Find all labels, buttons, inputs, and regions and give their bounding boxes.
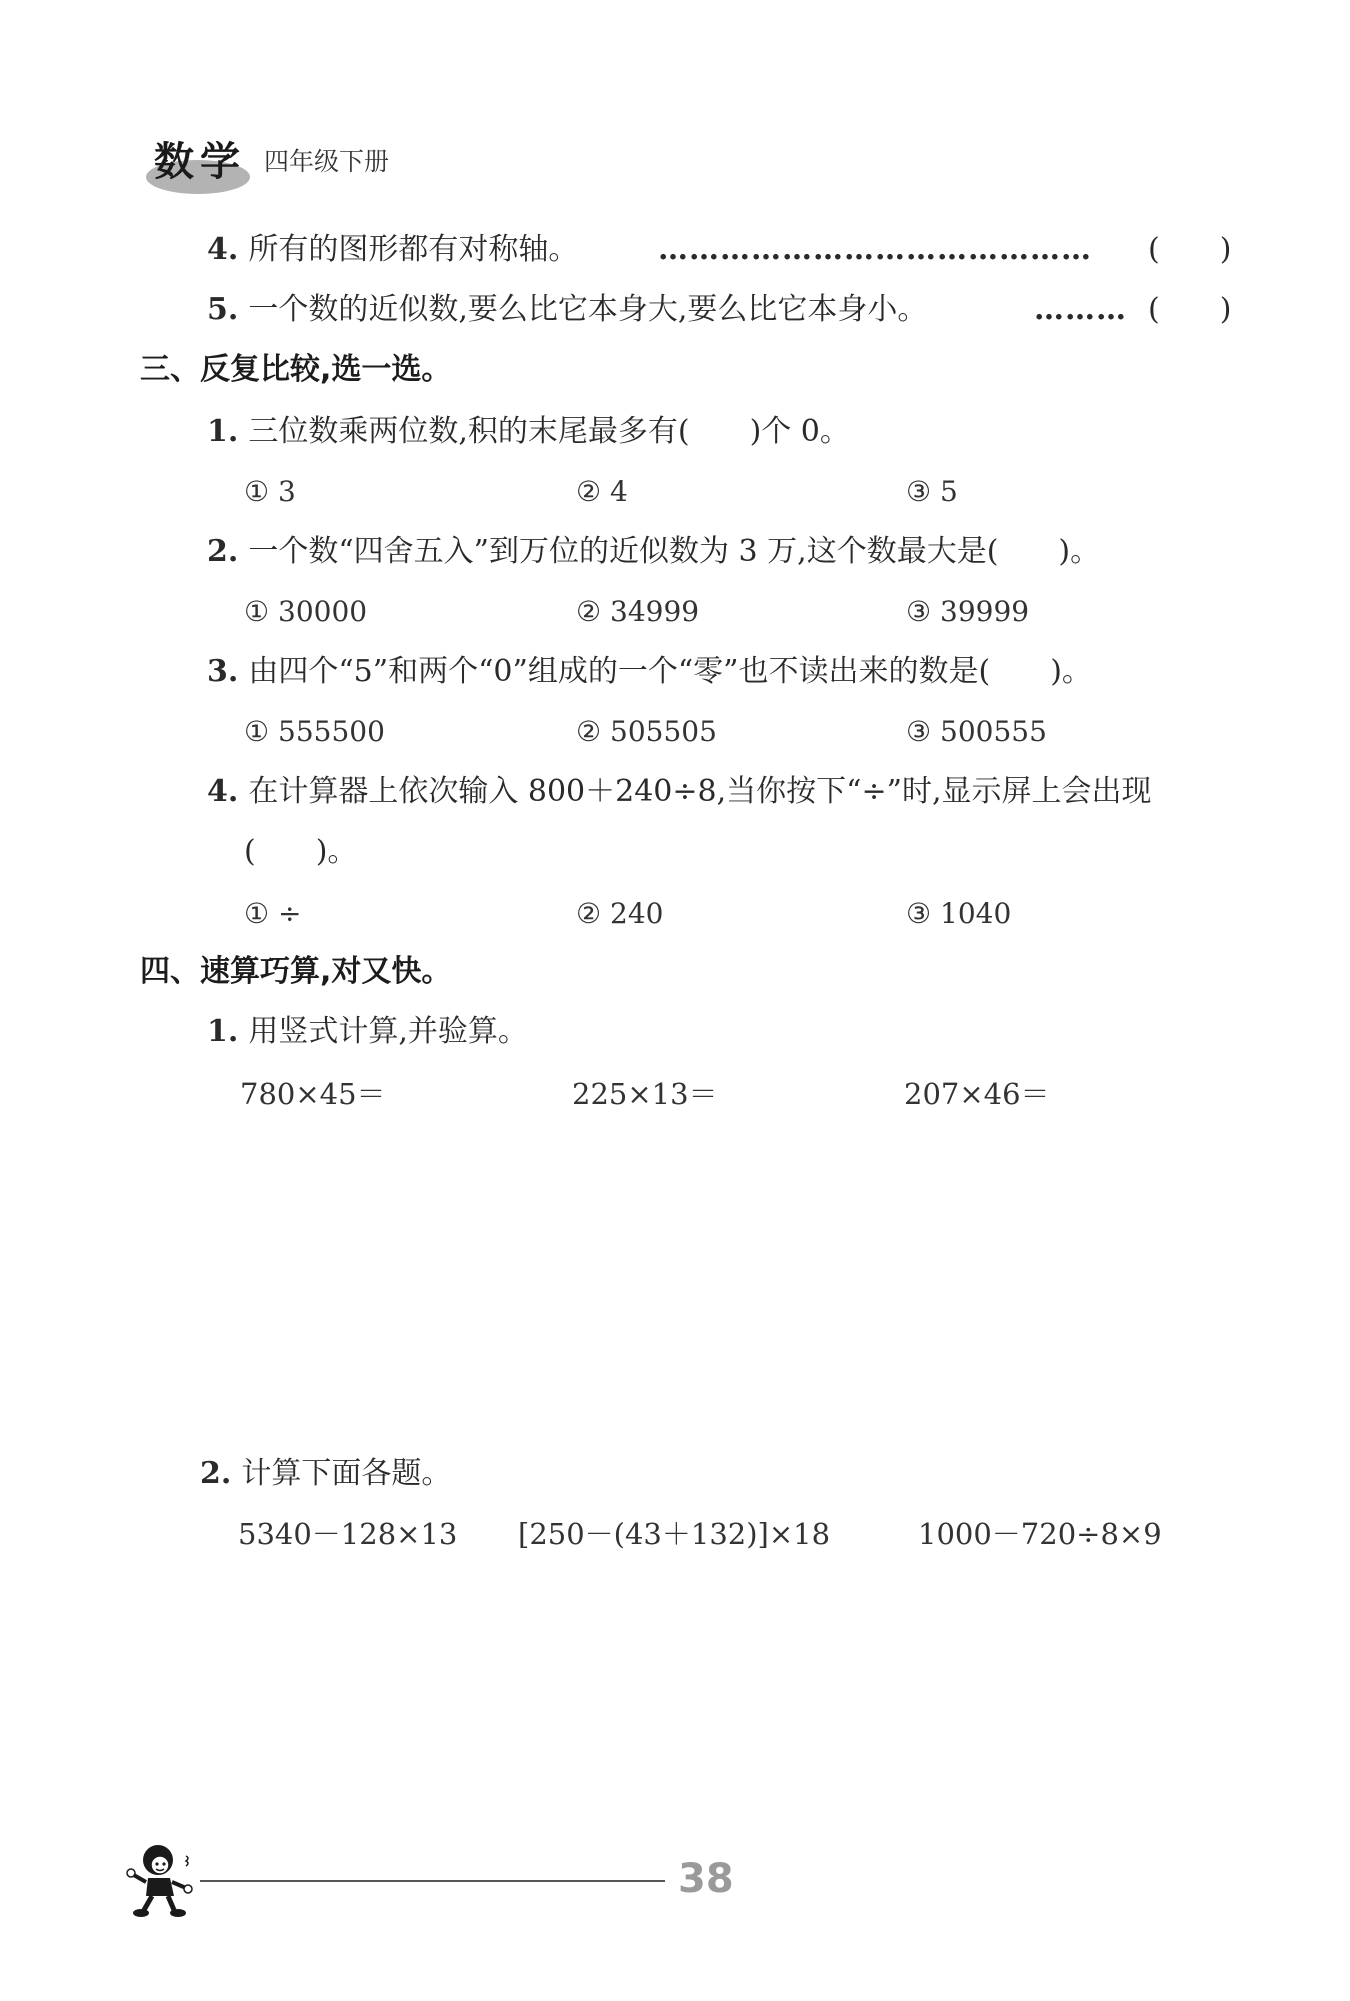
option-2[interactable]: ② 4	[576, 475, 628, 508]
option-3[interactable]: ③ 39999	[906, 595, 1030, 628]
question-text: 三位数乘两位数,积的末尾最多有( )个 0。	[248, 414, 850, 449]
option-1[interactable]: ① 3	[244, 475, 296, 508]
judge-question-4	[207, 230, 578, 270]
judge-question-5	[207, 290, 927, 330]
option-2[interactable]: ② 34999	[576, 595, 700, 628]
section-3-title: 三、反复比较,选一选。	[140, 352, 452, 387]
question-number: 1.	[207, 414, 239, 449]
option-3[interactable]: ③ 5	[906, 475, 958, 508]
answer-blank[interactable]: ( )	[1148, 232, 1232, 267]
option-1[interactable]: ① 555500	[244, 715, 385, 748]
grade-label: 四年级下册	[264, 147, 390, 176]
question-number: 5.	[207, 292, 239, 327]
footer-rule	[200, 1880, 665, 1882]
option-2[interactable]: ② 240	[576, 897, 664, 930]
answer-blank[interactable]: ( )。	[244, 834, 358, 869]
question-text: 由四个“5”和两个“0”组成的一个“零”也不读出来的数是( )。	[248, 654, 1092, 689]
choice-question-3	[207, 652, 1092, 692]
subject-title: 数学	[154, 139, 246, 185]
question-text: 用竖式计算,并验算。	[248, 1014, 528, 1049]
section-4-title: 四、速算巧算,对又快。	[140, 954, 452, 989]
option-1[interactable]: ① ÷	[244, 897, 302, 930]
calc-question-2	[200, 1454, 451, 1494]
dot-leader: ………	[1034, 292, 1127, 327]
question-text: 所有的图形都有对称轴。	[248, 232, 579, 267]
choice-question-1	[207, 412, 850, 452]
option-1[interactable]: ① 30000	[244, 595, 368, 628]
dot-leader: ……………………………………	[658, 232, 1092, 267]
question-number: 4.	[207, 232, 239, 267]
question-text: 一个数的近似数,要么比它本身大,要么比它本身小。	[248, 292, 928, 327]
calc-question-1	[207, 1012, 528, 1052]
choice-question-4	[207, 772, 1152, 812]
calc-item: 225×13＝	[572, 1077, 718, 1111]
subject-logo	[140, 126, 252, 196]
calc-item: 207×46＝	[904, 1077, 1050, 1111]
question-number: 3.	[207, 654, 239, 689]
calc-item: 780×45＝	[240, 1077, 386, 1111]
option-3[interactable]: ③ 500555	[906, 715, 1047, 748]
mascot-icon	[124, 1838, 200, 1920]
answer-blank[interactable]: ( )	[1148, 292, 1232, 327]
calc-item: 1000－720÷8×9	[918, 1517, 1162, 1551]
calc-item: 5340－128×13	[238, 1517, 458, 1551]
option-3[interactable]: ③ 1040	[906, 897, 1012, 930]
question-text: 计算下面各题。	[241, 1456, 452, 1491]
question-text: 在计算器上依次输入 800＋240÷8,当你按下“÷”时,显示屏上会出现	[248, 774, 1152, 809]
page-number: 38	[678, 1856, 734, 1902]
question-number: 1.	[207, 1014, 239, 1049]
question-number: 2.	[207, 534, 239, 569]
calc-item: [250－(43＋132)]×18	[518, 1517, 831, 1551]
question-number: 4.	[207, 774, 239, 809]
option-2[interactable]: ② 505505	[576, 715, 717, 748]
choice-question-2	[207, 532, 1100, 572]
question-number: 2.	[200, 1456, 232, 1491]
question-text: 一个数“四舍五入”到万位的近似数为 3 万,这个数最大是( )。	[248, 534, 1101, 569]
